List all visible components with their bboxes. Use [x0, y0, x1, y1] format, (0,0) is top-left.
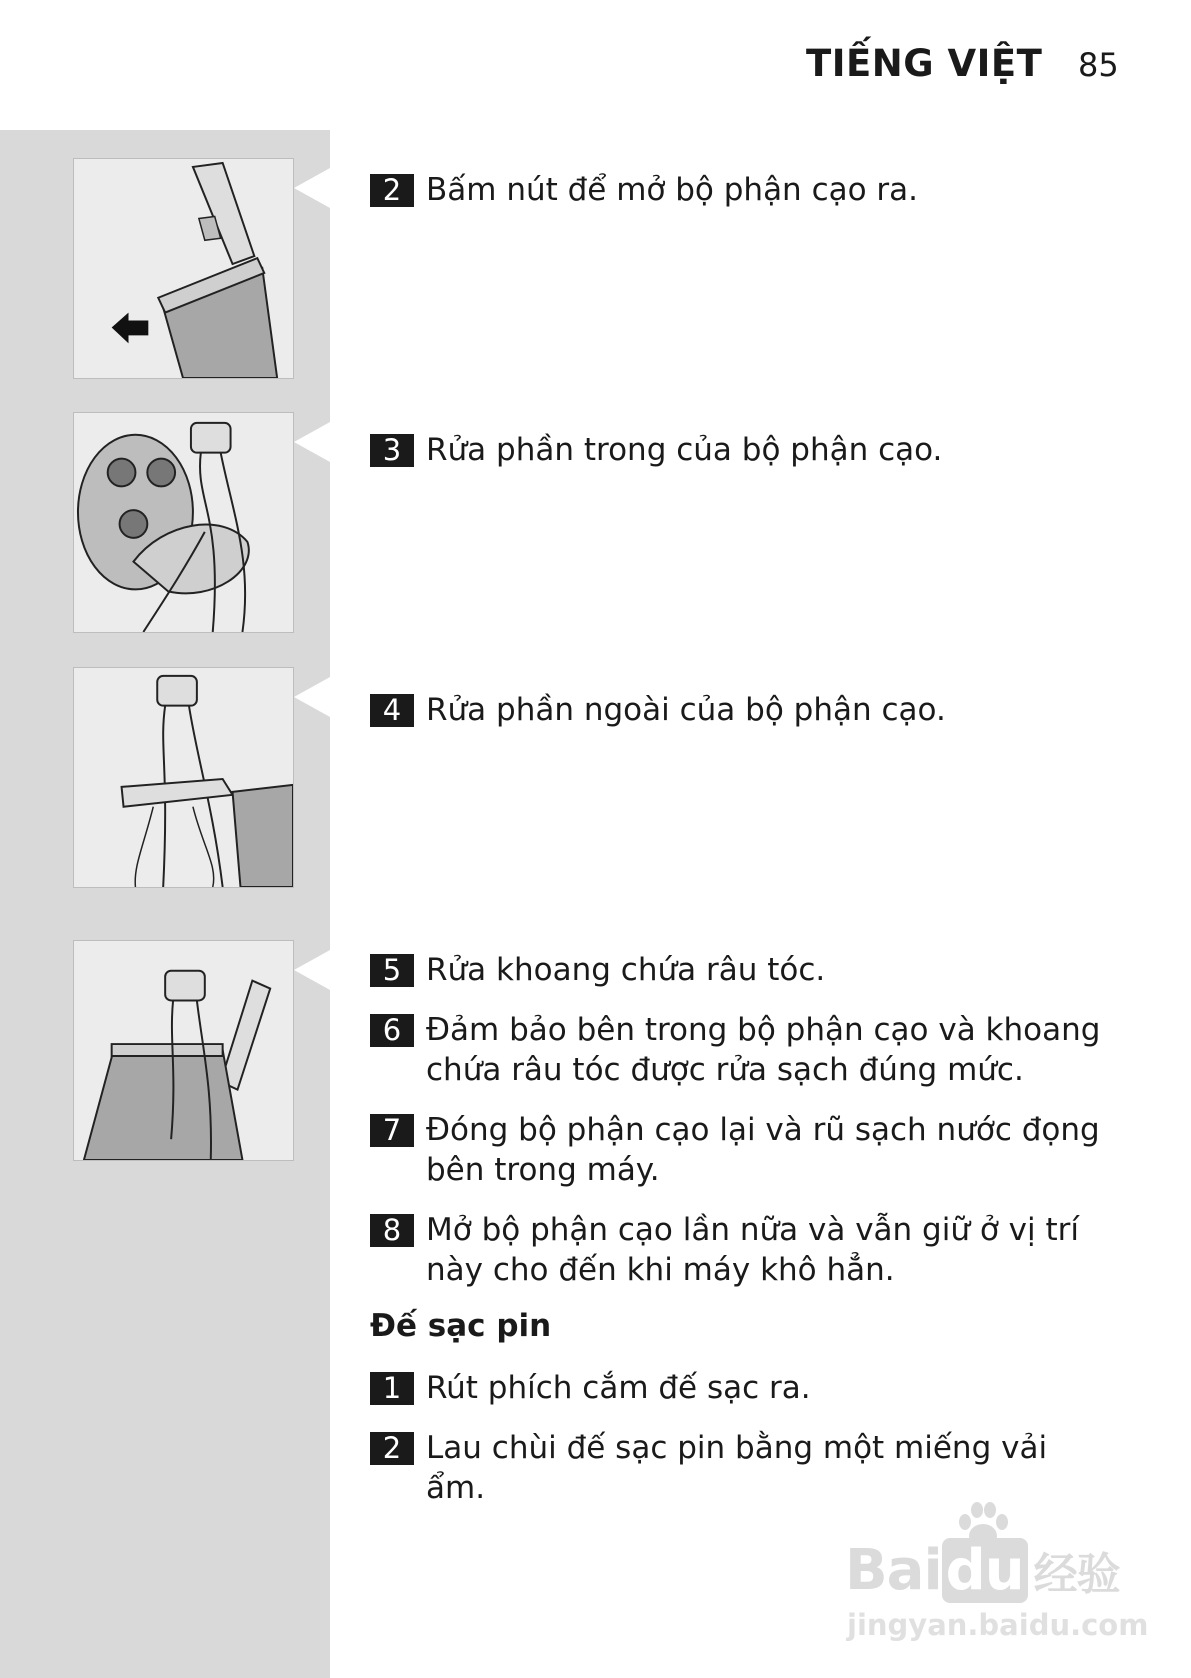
step-number-badge: 7 [370, 1114, 414, 1147]
step-4 [370, 690, 1110, 730]
rinse-hair-chamber-icon [73, 940, 294, 1161]
step-number-badge: 2 [370, 1432, 414, 1465]
watermark-brand-cn: 经验 [1033, 1549, 1120, 1600]
step-text: Lau chùi đế sạc pin bằng một miếng vải ẩm. [426, 1430, 1048, 1506]
watermark-url: jingyan.baidu.com [847, 1608, 1149, 1642]
step-number-badge: 5 [370, 954, 414, 987]
step-text: Bấm nút để mở bộ phận cạo ra. [426, 172, 919, 208]
step-5 [370, 950, 1110, 990]
rinse-inside-shaving-unit-icon [73, 412, 294, 633]
step-number-badge: 3 [370, 434, 414, 467]
step-text: Đóng bộ phận cạo lại và rũ sạch nước đọng bên trong máy. [426, 1112, 1100, 1188]
watermark-brand-b: du [942, 1538, 1028, 1603]
step-text: Đảm bảo bên trong bộ phận cạo và khoang chứa râu tóc được rửa sạch đúng mức. [426, 1012, 1101, 1088]
figure-pointer [294, 950, 330, 990]
step-number-badge: 6 [370, 1014, 414, 1047]
step-text: Rửa phần ngoài của bộ phận cạo. [426, 692, 946, 728]
step-8 [370, 1210, 1110, 1290]
step-number-badge: 4 [370, 694, 414, 727]
figure-pointer [294, 168, 330, 208]
charger-step-1 [370, 1368, 1110, 1408]
shaving-unit-open-button-icon [73, 158, 294, 379]
page-number: 85 [1078, 46, 1119, 84]
step-7 [370, 1110, 1110, 1190]
figure-pointer [294, 677, 330, 717]
watermark-brand [845, 1538, 1120, 1603]
step-3 [370, 430, 1110, 470]
watermark-brand-a: Bai [845, 1538, 942, 1603]
charger-section-title: Đế sạc pin [370, 1308, 552, 1344]
step-text: Rửa phần trong của bộ phận cạo. [426, 432, 943, 468]
step-number-badge: 1 [370, 1372, 414, 1405]
rinse-outside-shaving-unit-icon [73, 667, 294, 888]
figure-pointer [294, 422, 330, 462]
language-heading: TIẾNG VIỆT [806, 42, 1043, 85]
step-text: Rửa khoang chứa râu tóc. [426, 952, 826, 988]
baidu-watermark [845, 1500, 1149, 1650]
step-2 [370, 170, 1110, 210]
step-text: Rút phích cắm đế sạc ra. [426, 1370, 811, 1406]
step-text: Mở bộ phận cạo lần nữa và vẫn giữ ở vị trí này cho đến khi máy khô hẳn. [426, 1212, 1079, 1288]
step-number-badge: 8 [370, 1214, 414, 1247]
step-number-badge: 2 [370, 174, 414, 207]
step-6 [370, 1010, 1110, 1090]
charger-step-2 [370, 1428, 1110, 1508]
